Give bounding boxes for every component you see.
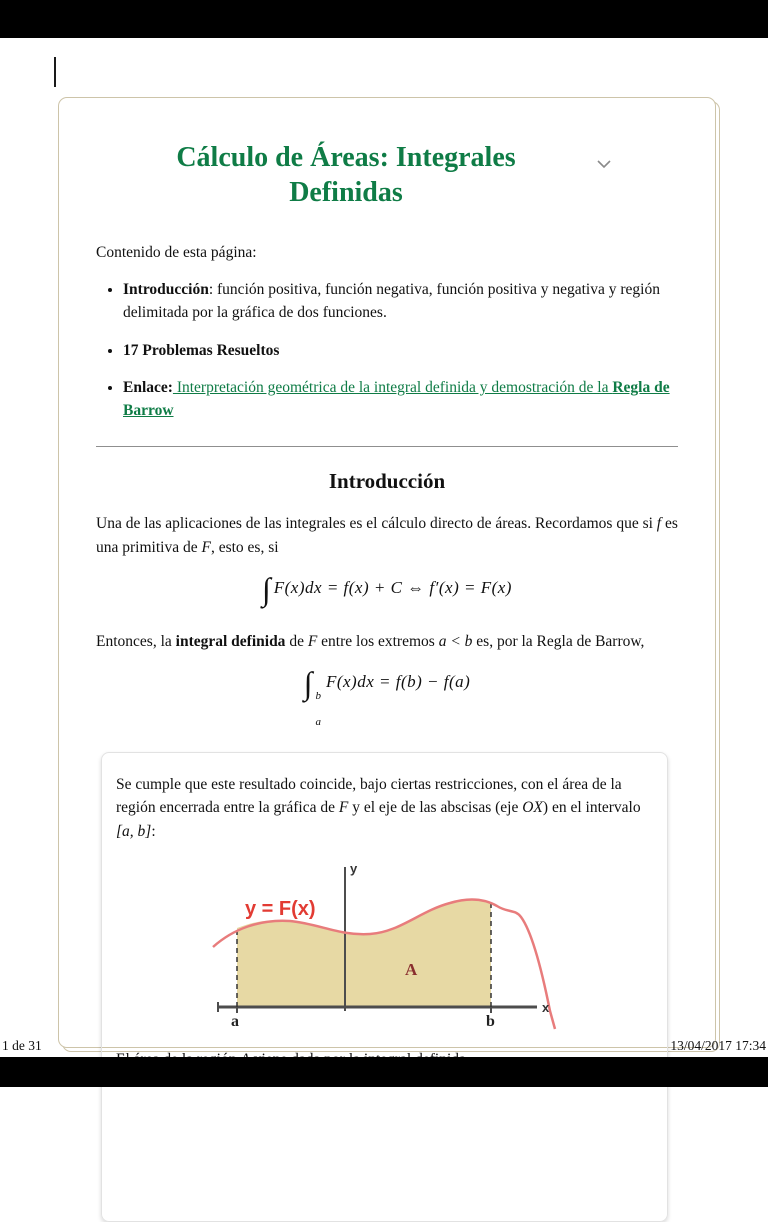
text-run: de [285, 632, 308, 650]
article-card [58, 97, 716, 1048]
math-var: F [307, 632, 318, 650]
text-run: Se cumple que este resultado coincide, bajo ciertas restricciones, con el área de la región encerrada entre la gráfica de [116, 776, 622, 817]
text-run: ) en el intervalo [542, 799, 641, 817]
text-run: Una de las aplicaciones de las integrales es el cálculo directo de áreas. Recordamos que si [96, 515, 657, 533]
a-tick-label: a [230, 1012, 239, 1030]
math-var: F [201, 538, 211, 556]
text-run: y el eje de las abscisas (eje [348, 799, 523, 817]
toc-label: Contenido de esta página: [96, 244, 257, 261]
upper-limit: b [315, 690, 321, 702]
toc-item-problemas [123, 339, 678, 362]
formula-indefinite-integral [96, 571, 678, 608]
b-tick-label: b [485, 1012, 495, 1030]
text-run: entre los extremos [317, 632, 439, 650]
math-var: f [656, 515, 662, 533]
top-bar [0, 0, 768, 38]
math-var: F [338, 799, 349, 817]
text-run: Entonces, la [96, 632, 176, 650]
link-interpretacion-geometrica[interactable] [123, 379, 670, 419]
toc-list [96, 278, 678, 422]
y-axis-label: y [349, 860, 357, 876]
page-number: 1 de 31 [2, 1038, 42, 1053]
caret-mark [54, 57, 56, 87]
section-heading: Introducción [328, 469, 446, 494]
page-title: Cálculo de Áreas: Integrales Definidas [176, 142, 516, 208]
divider [96, 446, 678, 447]
integral-limits [315, 690, 321, 728]
note-paragraph [116, 773, 653, 843]
toc-item-introduccion [123, 278, 678, 325]
math-var: [a, b] [116, 822, 152, 840]
math-var: OX [522, 799, 543, 817]
chevron-down-icon[interactable] [597, 160, 611, 169]
paragraph-1 [96, 512, 678, 559]
toc-item-bold: Introducción [123, 281, 209, 298]
bottom-bar [0, 1057, 768, 1087]
x-axis-label: x [541, 999, 549, 1015]
paragraph-2 [96, 630, 678, 653]
text-run: : [151, 822, 156, 840]
timestamp: 13/04/2017 17:34 [670, 1038, 766, 1053]
formula-definite-integral [96, 665, 678, 728]
text-run: , esto es, si [210, 538, 279, 556]
text-run: es, por la Regla de Barrow, [472, 632, 645, 650]
lower-limit: a [315, 716, 321, 728]
math-var: a < b [438, 632, 473, 650]
toc-item-text: : función positiva, función negativa, función positiva y negativa y región delimitada por la gráfica de dos funciones. [123, 281, 660, 322]
toc-item-bold: Enlace: [123, 378, 173, 396]
link-text: Interpretación geométrica de la integral definida y demostración de la [172, 378, 613, 396]
text-bold: integral definida [175, 632, 286, 650]
toc-item-bold: 17 Problemas Resueltos [123, 341, 280, 359]
curve-label: y = F(x) [244, 897, 316, 920]
integral-sign: ∫ [262, 570, 271, 607]
formula-body: F(x)dx = f(b) − f(a) [325, 672, 471, 691]
note-box [101, 752, 668, 1222]
link-text-bold: Regla de Barrow [123, 378, 670, 419]
area-under-curve-figure [205, 859, 565, 1034]
integral-sign: ∫ [303, 665, 313, 701]
formula-body: F(x)dx = f(x) + C ⇔ f′(x) = F(x) [273, 577, 512, 597]
toc-item-enlace [123, 376, 678, 423]
text-run: es una primitiva de [96, 515, 678, 556]
area-label: A [404, 959, 417, 979]
